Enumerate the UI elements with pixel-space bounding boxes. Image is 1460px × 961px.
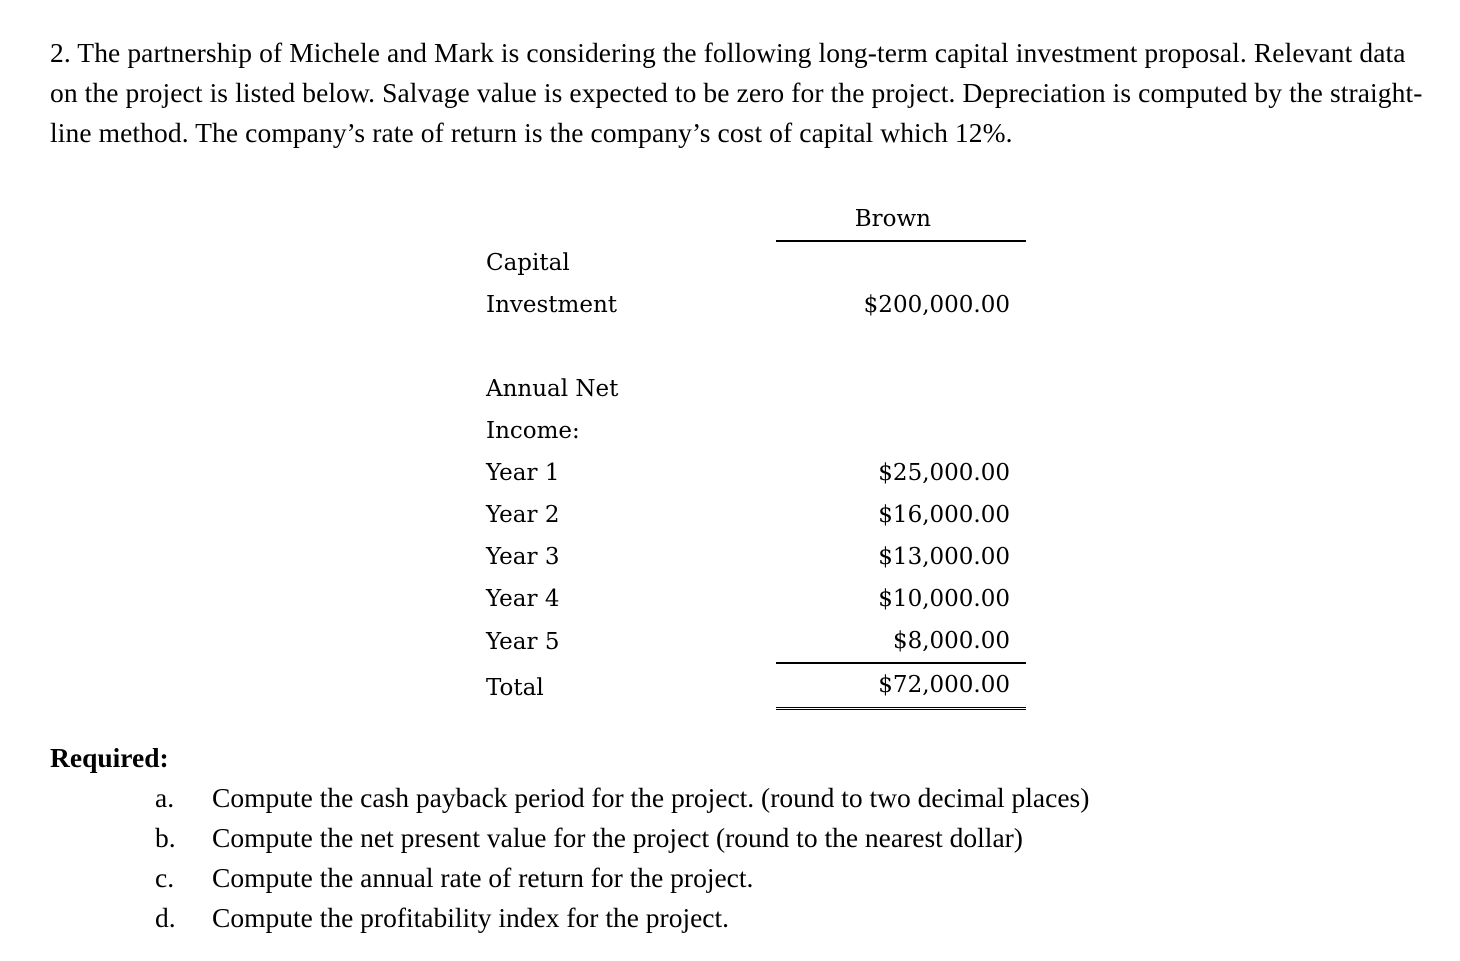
table-total-row xyxy=(486,663,1026,709)
row-label-capital-line2: Investment xyxy=(486,292,618,318)
question-paragraph: 2. The partnership of Michele and Mark is considering the following long-term capital investment proposal. Relevant data on the project is listed below. Salvage value is expected to be zero for the project. Depreciation is computed by the straight-line method. The company’s rate of return is the company’s cost of capital which 12%. xyxy=(50,37,1423,148)
row-value-year-4: $10,000.00 xyxy=(878,586,1010,612)
table-row xyxy=(486,578,1026,620)
row-value-year-3: $13,000.00 xyxy=(878,544,1010,570)
list-item-text: Compute the annual rate of return for the project. xyxy=(212,862,754,893)
question-block xyxy=(50,33,1440,153)
list-marker: a. xyxy=(155,782,175,813)
row-label-year-3: Year 3 xyxy=(486,544,560,570)
list-item-text: Compute the profitability index for the project. xyxy=(212,902,730,933)
table-row xyxy=(486,284,1026,326)
row-value-spacer xyxy=(776,368,1026,410)
table-header-row xyxy=(486,198,1026,241)
list-marker: d. xyxy=(155,902,176,933)
table-row xyxy=(486,410,1026,452)
row-label-annual-net-line1: Annual Net xyxy=(486,376,619,402)
column-header-brown: Brown xyxy=(776,198,1026,241)
row-label-year-1: Year 1 xyxy=(486,460,560,486)
row-value-capital-investment: $200,000.00 xyxy=(863,292,1010,318)
list-item xyxy=(50,858,1440,898)
list-item xyxy=(50,778,1440,818)
list-marker: b. xyxy=(155,822,176,853)
row-value-spacer xyxy=(776,241,1026,284)
table-row xyxy=(486,494,1026,536)
list-item xyxy=(50,818,1440,858)
row-label-capital-line1: Capital xyxy=(486,250,570,276)
row-label-year-2: Year 2 xyxy=(486,502,560,528)
capital-investment-table xyxy=(486,198,1026,710)
list-marker: c. xyxy=(155,862,175,893)
row-value-year-5: $8,000.00 xyxy=(776,620,1026,663)
list-item xyxy=(50,898,1440,938)
row-label-annual-net-line2: Income: xyxy=(486,418,580,444)
table-row xyxy=(486,452,1026,494)
required-heading: Required: xyxy=(50,742,169,773)
row-label-year-4: Year 4 xyxy=(486,586,560,612)
row-value-total: $72,000.00 xyxy=(776,663,1026,709)
table-row xyxy=(486,620,1026,663)
spacer-value xyxy=(776,326,1026,368)
list-item-text: Compute the net present value for the project (round to the nearest dollar) xyxy=(212,822,1023,853)
table-row xyxy=(486,368,1026,410)
spacer-label xyxy=(486,326,776,368)
header-label-spacer xyxy=(486,198,776,241)
row-value-spacer xyxy=(776,410,1026,452)
required-block xyxy=(50,738,1440,938)
table-spacer-row xyxy=(486,326,1026,368)
row-value-year-1: $25,000.00 xyxy=(878,460,1010,486)
row-label-year-5: Year 5 xyxy=(486,629,560,655)
required-list xyxy=(50,778,1440,938)
table-row xyxy=(486,536,1026,578)
row-value-year-2: $16,000.00 xyxy=(878,502,1010,528)
row-label-total: Total xyxy=(486,674,544,701)
list-item-text: Compute the cash payback period for the project. (round to two decimal places) xyxy=(212,782,1090,813)
table-row xyxy=(486,241,1026,284)
